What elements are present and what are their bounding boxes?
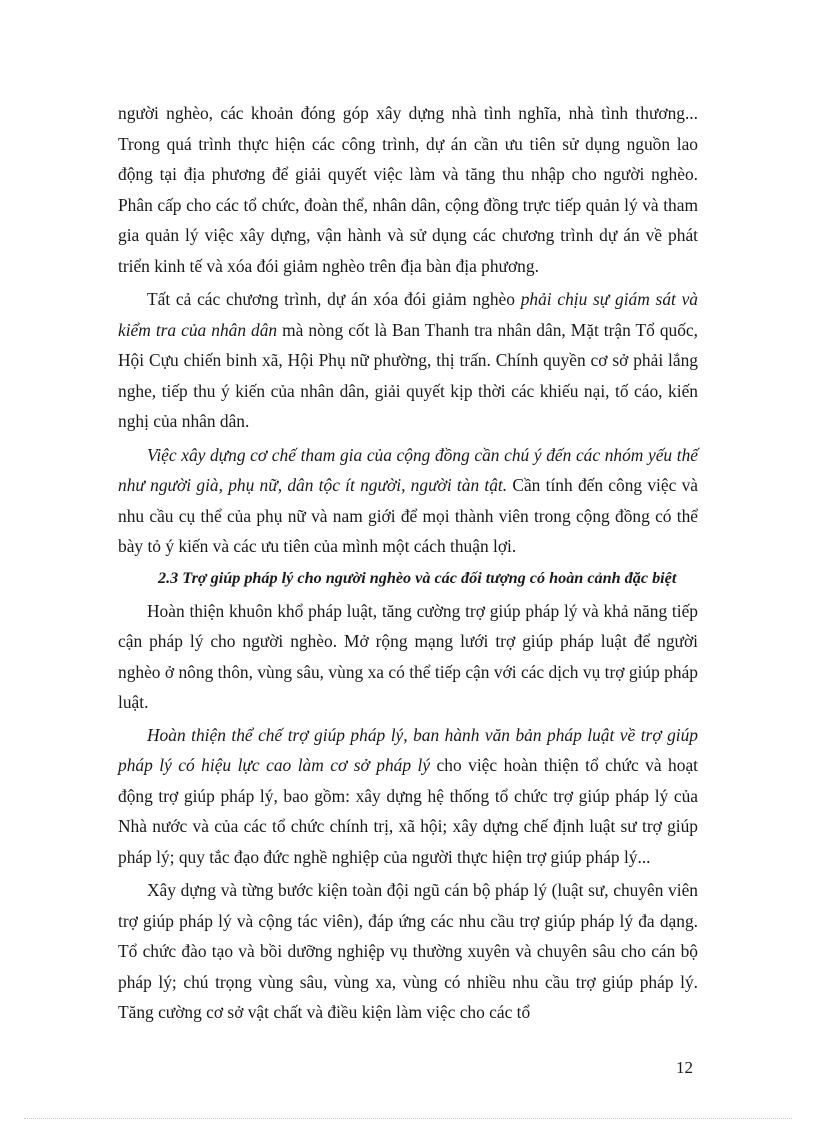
paragraph-2 [118, 284, 698, 437]
paragraph-3-emphasis: Việc xây dựng cơ chế tham gia của cộng đồng cần chú ý đến các nhóm yếu thế như người già, phụ nữ, dân tộc ít người, người tàn tật. [118, 444, 698, 495]
paragraph-5-rest: cho việc hoàn thiện tổ chức và hoạt động trợ giúp pháp lý, bao gồm: xây dựng hệ thống tổ chức trợ giúp pháp lý của Nhà nước và của các tổ chức chính trị, xã hội; xây dựng chế định luật sư trợ giúp pháp lý; quy tắc đạo đức nghề nghiệp của người thực hiện trợ giúp pháp lý... [118, 755, 698, 867]
footer-divider [24, 1118, 792, 1119]
paragraph-3 [118, 440, 698, 562]
section-heading: 2.3 Trợ giúp pháp lý cho người nghèo và các đối tượng có hoàn cảnh đặc biệt [158, 568, 677, 587]
page-number: 12 [676, 1058, 693, 1077]
page-body [118, 98, 698, 1028]
paragraph-5-emphasis: Hoàn thiện thể chế trợ giúp pháp lý, ban hành văn bản pháp luật về trợ giúp pháp lý có hiệu lực cao làm cơ sở pháp lý [118, 724, 698, 775]
paragraph-3-rest: Cần tính đến công việc và nhu cầu cụ thể của phụ nữ và nam giới để mọi thành viên trong cộng đồng có thể bày tỏ ý kiến và các ưu tiên của mình một cách thuận lợi. [118, 475, 698, 556]
paragraph-2-emphasis: phải chịu sự giám sát và kiểm tra của nhân dân [118, 289, 698, 340]
paragraph-4: Hoàn thiện khuôn khổ pháp luật, tăng cường trợ giúp pháp lý và khả năng tiếp cận pháp lý cho người nghèo. Mở rộng mạng lưới trợ giúp pháp luật để người nghèo ở nông thôn, vùng sâu, vùng xa có thể tiếp cận với các dịch vụ trợ giúp pháp luật. [118, 600, 698, 712]
paragraph-2-rest: mà nòng cốt là Ban Thanh tra nhân dân, Mặt trận Tổ quốc, Hội Cựu chiến binh xã, Hội Phụ nữ phường, thị trấn. Chính quyền cơ sở phải lắng nghe, tiếp thu ý kiến của nhân dân, giải quyết kịp thời các khiếu nại, tố cáo, kiến nghị của nhân dân. [118, 319, 698, 431]
paragraph-6: Xây dựng và từng bước kiện toàn đội ngũ cán bộ pháp lý (luật sư, chuyên viên trợ giúp pháp lý và cộng tác viên), đáp ứng các nhu cầu trợ giúp pháp lý đa dạng. Tổ chức đào tạo và bồi dưỡng nghiệp vụ thường xuyên và chuyên sâu cho cán bộ pháp lý; chú trọng vùng sâu, vùng xa, vùng có nhiều nhu cầu trợ giúp pháp lý. Tăng cường cơ sở vật chất và điều kiện làm việc cho các tổ [118, 880, 698, 1022]
paragraph-5 [118, 720, 698, 873]
paragraph-1: người nghèo, các khoản đóng góp xây dựng nhà tình nghĩa, nhà tình thương... Trong quá trình thực hiện các công trình, dự án cần ưu tiên sử dụng nguồn lao động tại địa phương để giải quyết việc làm và tăng thu nhập cho người nghèo. Phân cấp cho các tổ chức, đoàn thể, nhân dân, cộng đồng trực tiếp quản lý và tham gia quản lý việc xây dựng, vận hành và sử dụng các chương trình dự án về phát triển kinh tế và xóa đói giảm nghèo trên địa bàn địa phương. [118, 103, 698, 276]
paragraph-2-lead: Tất cả các chương trình, dự án xóa đói giảm nghèo [147, 289, 521, 309]
